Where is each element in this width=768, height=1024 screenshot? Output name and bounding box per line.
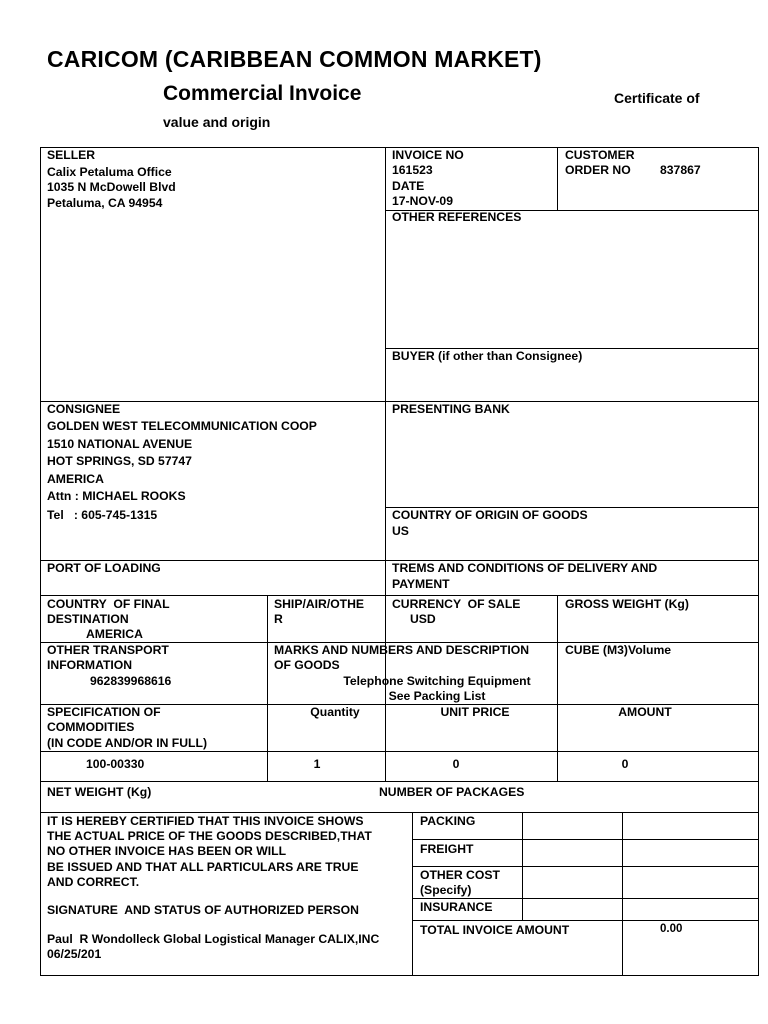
marks-label-line1: MARKS AND NUMBERS AND DESCRIPTION [274, 643, 530, 657]
certification-line: BE ISSUED AND THAT ALL PARTICULARS ARE TRUE [47, 860, 359, 874]
certification-line: AND CORRECT. [47, 875, 140, 889]
origin-value: US [392, 524, 409, 538]
total-invoice-value: 0.00 [660, 923, 683, 935]
buyer-label: BUYER (if other than Consignee) [392, 349, 583, 363]
net-weight-label: NET WEIGHT (Kg) [47, 785, 152, 799]
spec-label-line2: COMMODITIES [47, 720, 135, 734]
gross-weight-label: GROSS WEIGHT (Kg) [565, 597, 689, 611]
terms-label-line2: PAYMENT [392, 577, 450, 591]
transport-value: 962839968616 [90, 674, 172, 688]
order-no-label: ORDER NO [565, 163, 631, 177]
transport-label-line2: INFORMATION [47, 658, 133, 672]
origin-label: COUNTRY OF ORIGIN OF GOODS [392, 508, 588, 522]
seller-label: SELLER [47, 148, 96, 162]
item-amount: 0 [621, 757, 629, 771]
signature-date: 06/25/201 [47, 947, 102, 961]
freight-label: FREIGHT [420, 842, 474, 856]
unit-price-header: UNIT PRICE [440, 705, 510, 719]
destination-label-line2: DESTINATION [47, 612, 129, 626]
packages-label: NUMBER OF PACKAGES [379, 785, 525, 799]
presenting-bank-label: PRESENTING BANK [392, 402, 510, 416]
total-invoice-label: TOTAL INVOICE AMOUNT [420, 923, 570, 937]
consignee-line: 1510 NATIONAL AVENUE [47, 437, 193, 451]
cube-label: CUBE (M3)Volume [565, 643, 672, 657]
customer-label: CUSTOMER [565, 148, 635, 162]
consignee-line: Attn : MICHAEL ROOKS [47, 489, 186, 503]
packing-list-note: See Packing List [388, 689, 486, 703]
certificate-line1: Certificate of [614, 90, 700, 106]
destination-value: AMERICA [86, 627, 143, 641]
consignee-line: HOT SPRINGS, SD 57747 [47, 454, 192, 468]
consignee-line: GOLDEN WEST TELECOMMUNICATION COOP [47, 419, 317, 433]
order-no-value: 837867 [660, 163, 701, 177]
document-title: CARICOM (CARIBBEAN COMMON MARKET) [47, 46, 542, 72]
certificate-line2: value and origin [163, 114, 271, 130]
document-subtitle: Commercial Invoice [163, 82, 362, 105]
other-cost-label: OTHER COST [420, 868, 500, 882]
spec-label-line3: (IN CODE AND/OR IN FULL) [47, 736, 208, 750]
marks-label-line2: OF GOODS [274, 658, 340, 672]
item-quantity: 1 [313, 757, 321, 771]
seller-line: Calix Petaluma Office [47, 165, 172, 179]
date-value: 17-NOV-09 [392, 194, 453, 208]
certification-line: THE ACTUAL PRICE OF THE GOODS DESCRIBED,THAT [47, 829, 372, 843]
ship-label-line1: SHIP/AIR/OTHE [274, 597, 365, 611]
currency-label: CURRENCY OF SALE [392, 597, 521, 611]
seller-line: 1035 N McDowell Blvd [47, 180, 176, 194]
seller-line: Petaluma, CA 94954 [47, 196, 163, 210]
certification-line: NO OTHER INVOICE HAS BEEN OR WILL [47, 844, 287, 858]
certification-line: IT IS HEREBY CERTIFIED THAT THIS INVOICE SHOWS [47, 814, 364, 828]
signer-name: Paul R Wondolleck Global Logistical Manager CALIX,INC [47, 932, 380, 946]
transport-label-line1: OTHER TRANSPORT [47, 643, 169, 657]
date-label: DATE [392, 179, 425, 193]
consignee-line: AMERICA [47, 472, 104, 486]
goods-description: Telephone Switching Equipment [343, 674, 531, 688]
item-code: 100-00330 [86, 757, 145, 771]
consignee-label: CONSIGNEE [47, 402, 121, 416]
insurance-label: INSURANCE [420, 900, 493, 914]
terms-label-line1: TREMS AND CONDITIONS OF DELIVERY AND [392, 561, 658, 575]
port-of-loading-label: PORT OF LOADING [47, 561, 161, 575]
amount-header: AMOUNT [618, 705, 672, 719]
packing-label: PACKING [420, 814, 476, 828]
invoice-no-value: 161523 [392, 163, 433, 177]
destination-label-line1: COUNTRY OF FINAL [47, 597, 170, 611]
spec-label-line1: SPECIFICATION OF [47, 705, 161, 719]
ship-label-line2: R [274, 612, 283, 626]
signature-label: SIGNATURE AND STATUS OF AUTHORIZED PERSON [47, 903, 359, 917]
currency-value: USD [410, 612, 436, 626]
other-cost-specify: (Specify) [420, 883, 472, 897]
item-unit-price: 0 [452, 757, 460, 771]
quantity-header: Quantity [310, 705, 360, 719]
invoice-no-label: INVOICE NO [392, 148, 464, 162]
other-references-label: OTHER REFERENCES [392, 210, 522, 224]
consignee-phone: Tel : 605-745-1315 [47, 508, 158, 522]
